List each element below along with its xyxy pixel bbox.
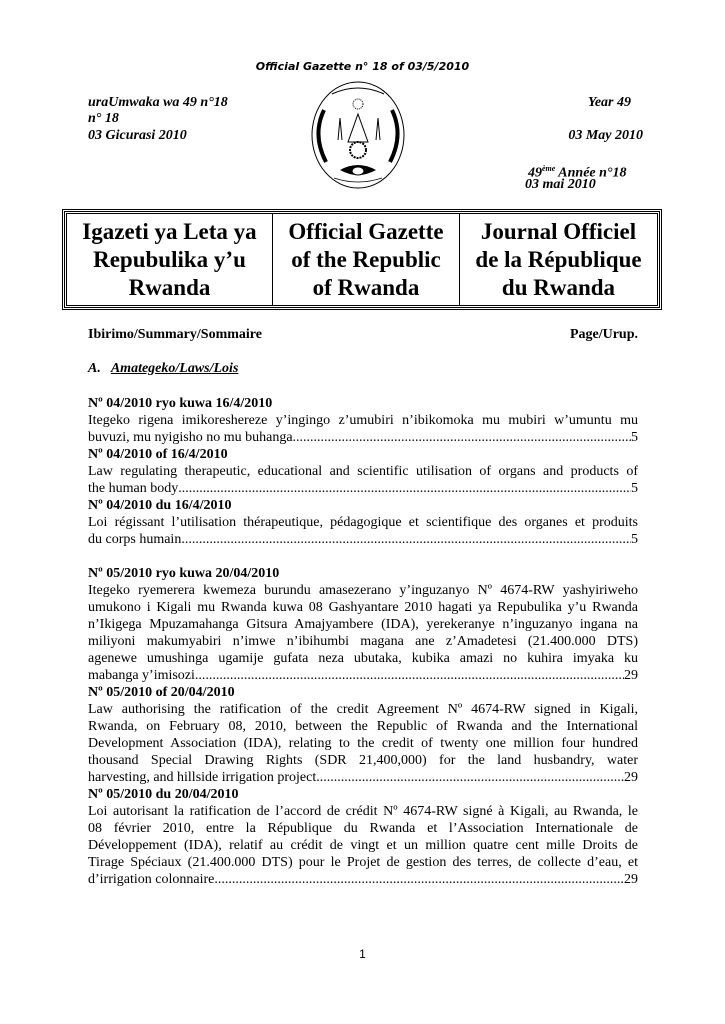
entry-last-line (88, 480, 638, 497)
entry-text-line: 08 février 2010, entre la République du Rwanda et l’Association Internationale de (88, 821, 638, 836)
title-line: Journal Officiel (480, 218, 637, 244)
entry-text-line: Loi autorisant la ratification de l’accord de crédit Nº 4674-RW signé à Kigali, au Rwanda, le (88, 804, 638, 819)
running-header: Official Gazette n° 18 of 03/5/2010 (255, 60, 470, 73)
dot-leader (195, 667, 624, 684)
entry-last-line (88, 871, 638, 888)
summary-header (88, 327, 638, 343)
title-english (272, 214, 459, 305)
entry-page: 5 (631, 481, 638, 496)
toc-entry[interactable] (88, 497, 638, 548)
entry-text-line: Tirage Spéciaux (21.400.000 DTS) pour le Projet de gestion des terres, de collecte d’eau, et (88, 855, 638, 870)
entry-page: 5 (631, 532, 638, 547)
entry-page: 5 (631, 430, 638, 445)
title-line: Rwanda (128, 274, 211, 300)
entry-last-line (88, 769, 638, 786)
entry-page: 29 (624, 770, 638, 785)
toc-entry[interactable] (88, 684, 638, 786)
entry-text-line: Loi régissant l’utilisation thérapeutique, pédagogique et scientifique des organes et produits (88, 515, 638, 530)
dot-leader (181, 531, 631, 548)
entry-heading: Nº 05/2010 ryo kuwa 20/04/2010 (88, 566, 280, 581)
title-line: de la République (475, 246, 642, 272)
title-line: Official Gazette (288, 218, 444, 244)
entry-text-line: Rwanda, on February 08, 2010, between the Republic of Rwanda and the International (88, 719, 638, 734)
toc-entry[interactable] (88, 786, 638, 888)
entry-text-line: n’Ikigega Mpuzamahanga Gitsura Amajyambere (IDA), yerekeranye n’inguzanyo ingana na (88, 617, 638, 632)
toc-entry[interactable] (88, 446, 638, 497)
entry-text-end: mabanga y’imisozi (88, 668, 195, 683)
entry-text-end: du corps humain (88, 532, 182, 547)
date-rw: 03 Gicurasi 2010 (88, 128, 187, 143)
entry-text-end: d’irrigation colonnaire (88, 872, 215, 887)
annee-sup: ème (542, 164, 556, 173)
annee-rest: Année n°18 (555, 165, 627, 181)
entry-text-line: umukono i Kigali mu Rwanda kuwa 08 Gashyantare 2010 hagati ya Repubulika y’u Rwanda (88, 600, 638, 615)
dot-leader (316, 769, 624, 786)
title-line: of Rwanda (312, 274, 420, 300)
section-title: Amategeko/Laws/Lois (110, 361, 239, 376)
title-line: du Rwanda (501, 274, 616, 300)
entry-text-line: thousand Special Drawing Rights (SDR 21,400,000) for the land husbandry, water (88, 753, 638, 768)
title-line: Igazeti ya Leta ya (82, 218, 257, 244)
entry-text-line: Itegeko rigena imikoreshereze y’ingingo z’umubiri n’ibikomoka mu mubiri w’umuntu mu (88, 413, 638, 428)
page-column-label: Page/Urup. (569, 327, 638, 342)
summary-label: Ibirimo/Summary/Sommaire (88, 327, 262, 342)
entry-text-line: Law regulating therapeutic, educational and scientific utilisation of organs and products of (88, 464, 638, 479)
dot-leader (178, 480, 631, 497)
entry-heading: Nº 05/2010 du 20/04/2010 (88, 787, 239, 802)
title-french (459, 214, 657, 305)
year-en: Year 49 (587, 95, 631, 110)
entry-text-end: buvuzi, mu nyigisho no mu buhanga (88, 430, 293, 445)
entry-last-line (88, 667, 638, 684)
entry-page: 29 (624, 668, 638, 683)
entry-page: 29 (624, 872, 638, 887)
entry-text-line: Law authorising the ratification of the credit Agreement Nº 4674-RW signed in Kigali, (88, 702, 638, 717)
title-line: Repubulika y’u (93, 246, 246, 272)
entry-text-line: miliyoni makumyabiri n’imwe n’ibihumbi magana ane z’Amadetesi (21.400.000 DTS) (88, 634, 638, 649)
title-line: of the Republic (291, 246, 441, 272)
section-letter: A. (88, 361, 101, 376)
entry-heading: Nº 04/2010 du 16/4/2010 (88, 498, 232, 513)
entry-text-line: Development Association (IDA), relating to the credit of twenty one million four hundred (88, 736, 638, 751)
entry-text-line: Itegeko ryemerera kwemeza burundu amasezerano y’inguzanyo Nº 4674-RW yashyiriweho (88, 583, 638, 598)
entry-text-end: harvesting, and hillside irrigation project (88, 770, 317, 785)
section-heading (88, 361, 238, 377)
date-fr: 03 mai 2010 (525, 177, 596, 192)
entry-last-line (88, 531, 638, 548)
entry-text-line: Développement (IDA), relatif au crédit de vingt et un million quatre cent mille Droits de (88, 838, 638, 853)
annee-num: 49 (528, 165, 542, 181)
date-en: 03 May 2010 (568, 128, 643, 143)
rwanda-coat-of-arms-seal (310, 80, 406, 190)
issue-number: n° 18 (88, 111, 119, 126)
entry-last-line (88, 429, 638, 446)
entry-text-line: agenewe umushinga ugamije gufata neza ubutaka, kubika amazi no kuhira imyaka ku (88, 651, 638, 666)
left-header (88, 95, 228, 144)
dot-leader (293, 429, 631, 446)
entry-heading: Nº 05/2010 of 20/04/2010 (88, 685, 235, 700)
dot-leader (214, 871, 624, 888)
gazette-title-box (64, 211, 660, 308)
toc-entry[interactable] (88, 395, 638, 446)
entry-text-end: the human body (88, 481, 179, 496)
entry-heading: Nº 04/2010 of 16/4/2010 (88, 447, 228, 462)
entry-heading: Nº 04/2010 ryo kuwa 16/4/2010 (88, 396, 273, 411)
toc-entry[interactable] (88, 565, 638, 684)
title-kinyarwanda (67, 214, 272, 305)
spacer (88, 548, 638, 565)
year-number-rw: uraUmwaka wa 49 n°18 (88, 95, 228, 110)
table-of-contents (88, 395, 638, 888)
page-number: 1 (359, 947, 366, 961)
